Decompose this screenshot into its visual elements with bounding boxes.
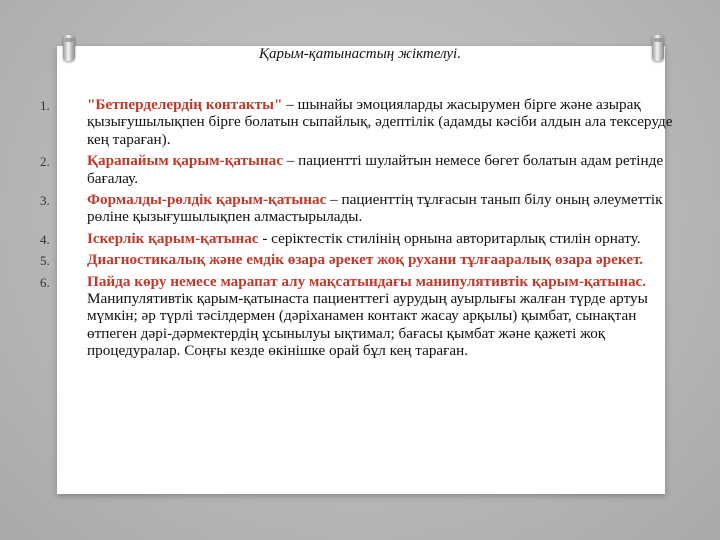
list-item xyxy=(40,152,680,187)
item-term: Пайда көру немесе марапат алу мақсатындағы манипулятивтік қарым-қатынас. xyxy=(87,272,647,290)
slide-title: Қарым-қатынастың жіктелуі. xyxy=(259,46,461,62)
list-item xyxy=(40,191,680,226)
item-description: - серіктестік стилінің орнына авторитарлық стилін орнату. xyxy=(258,229,641,247)
item-number: 5. xyxy=(40,253,50,269)
list-item xyxy=(40,96,680,148)
item-number: 2. xyxy=(40,154,50,170)
classification-list xyxy=(40,96,680,364)
item-description: – пациенттің тұлғасын танып білу оның әлеуметтік рөліне қызығушылықпен алмастырылады. xyxy=(87,191,663,226)
list-item xyxy=(40,230,680,247)
list-item xyxy=(40,251,680,268)
item-description: – шынайы эмоцияларды жасырумен бірге және азырақ қызығушылықпен бірге болатын сыпайлық, әдептілік (адамды кәсіби алдын ала тексеруде кең тараған). xyxy=(87,96,673,148)
item-number: 6. xyxy=(40,274,50,290)
item-number: 4. xyxy=(40,231,50,247)
item-term: Формалды-рөлдік қарым-қатынас xyxy=(87,191,327,209)
item-number: 1. xyxy=(40,98,50,113)
item-number: 3. xyxy=(40,193,50,209)
item-term: Диагностикалық және емдік өзара әрекет жоқ рухани тұлғааралық өзара әрекет. xyxy=(87,251,644,269)
list-item xyxy=(40,273,680,360)
item-description: Манипулятивтік қарым-қатынаста пациенттегі аурудың ауырлығы жалған түрде артуы мүмкін; әр түрлі тәсілдермен (дәріханамен контакт жасау арқылы) қымбат, сынақтан өтпеген дәрі-дәрмектердің ұсынылуы ықтимал; бағасы қымбат және қажеті жоқ процедуралар. Соңғы кезде өкінішке орай бұл кең тараған. xyxy=(87,290,648,360)
item-term: Қарапайым қарым-қатынас xyxy=(87,152,283,170)
item-description: – пациентті шулайтын немесе бөгет болатын адам ретінде бағалау. xyxy=(87,152,664,187)
item-term: "Бетперделердің контакты" xyxy=(87,96,283,113)
item-term: Іскерлік қарым-қатынас xyxy=(87,229,259,247)
